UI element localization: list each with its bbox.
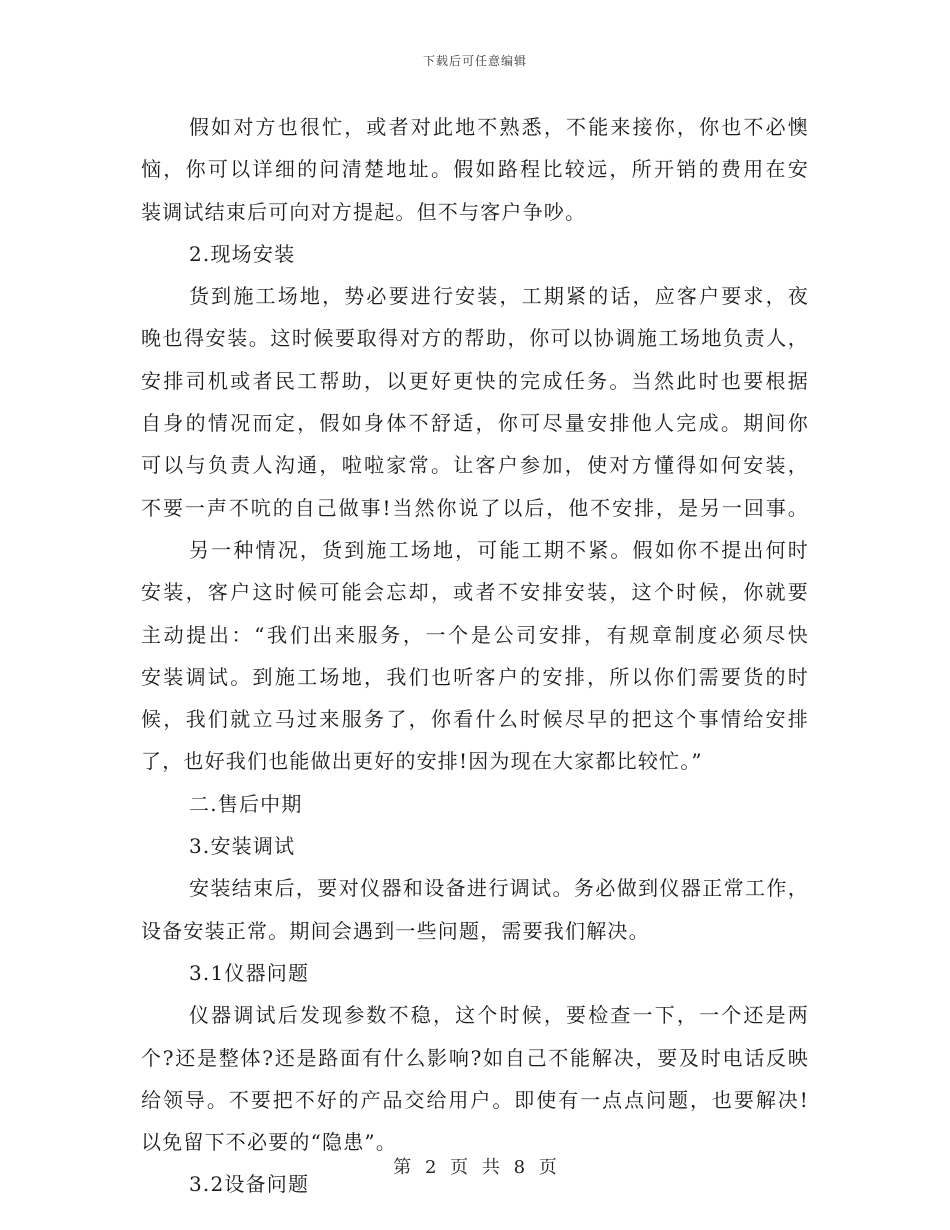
body-text-line: 恼，你可以详细的问清楚地址。假如路程比较远，所开销的费用在安 bbox=[141, 157, 809, 182]
document-body bbox=[141, 106, 809, 1206]
body-text-line: 二.售后中期 bbox=[189, 791, 303, 816]
body-text-line: 仪器调试后发现参数不稳，这个时候，要检查一下，一个还是两 bbox=[189, 1003, 809, 1028]
body-text-line: 货到施工场地，势必要进行安装，工期紧的话，应客户要求，夜 bbox=[189, 284, 809, 309]
body-text-line: 3.2设备问题 bbox=[189, 1172, 310, 1197]
body-text-line: 了，也好我们也能做出更好的安排!因为现在大家都比较忙。” bbox=[141, 749, 703, 774]
body-text-line: 2.现场安装 bbox=[189, 241, 296, 266]
page-header-note: 下载后可任意编辑 bbox=[422, 54, 527, 68]
body-text-line: 另一种情况，货到施工场地，可能工期不紧。假如你不提出何时 bbox=[189, 537, 809, 562]
body-text-line: 以免留下不必要的“隐患”。 bbox=[141, 1130, 398, 1155]
body-text-line: 可以与负责人沟通，啦啦家常。让客户参加，使对方懂得如何安装， bbox=[141, 453, 809, 478]
body-text-line: 安装，客户这时候可能会忘却，或者不安排安装，这个时候，你就要 bbox=[141, 580, 809, 605]
body-text-line: 安装结束后，要对仪器和设备进行调试。务必做到仪器正常工作， bbox=[189, 876, 809, 901]
body-text-line: 设备安装正常。期间会遇到一些问题，需要我们解决。 bbox=[141, 918, 650, 943]
body-text-line: 3.1仪器问题 bbox=[189, 960, 310, 985]
body-text-line: 给领导。不要把不好的产品交给用户。即使有一点点问题，也要解决! bbox=[141, 1087, 809, 1112]
body-text-line: 候，我们就立马过来服务了，你看什么时候尽早的把这个事情给安排 bbox=[141, 707, 809, 732]
body-text-line: 3.安装调试 bbox=[189, 834, 296, 859]
body-text-line: 晚也得安装。这时候要取得对方的帮助，你可以协调施工场地负责人， bbox=[141, 326, 809, 351]
body-text-line: 装调试结束后可向对方提起。但不与客户争吵。 bbox=[141, 199, 587, 224]
body-text-line: 安装调试。到施工场地，我们也听客户的安排，所以你们需要货的时 bbox=[141, 664, 809, 689]
body-text-line: 安排司机或者民工帮助，以更好更快的完成任务。当然此时也要根据 bbox=[141, 368, 809, 393]
page-number-footer: 第 2 页 共 8 页 bbox=[393, 1157, 557, 1178]
body-text-line: 假如对方也很忙，或者对此地不熟悉，不能来接你，你也不必懊 bbox=[189, 115, 809, 139]
body-text-line: 主动提出：“我们出来服务，一个是公司安排，有规章制度必须尽快 bbox=[141, 622, 809, 647]
body-text-line: 个?还是整体?还是路面有什么影响?如自己不能解决，要及时电话反映 bbox=[141, 1045, 809, 1070]
body-text-line: 不要一声不吭的自己做事!当然你说了以后，他不安排，是另一回事。 bbox=[141, 495, 809, 520]
body-text-line: 自身的情况而定，假如身体不舒适，你可尽量安排他人完成。期间你 bbox=[141, 411, 809, 436]
